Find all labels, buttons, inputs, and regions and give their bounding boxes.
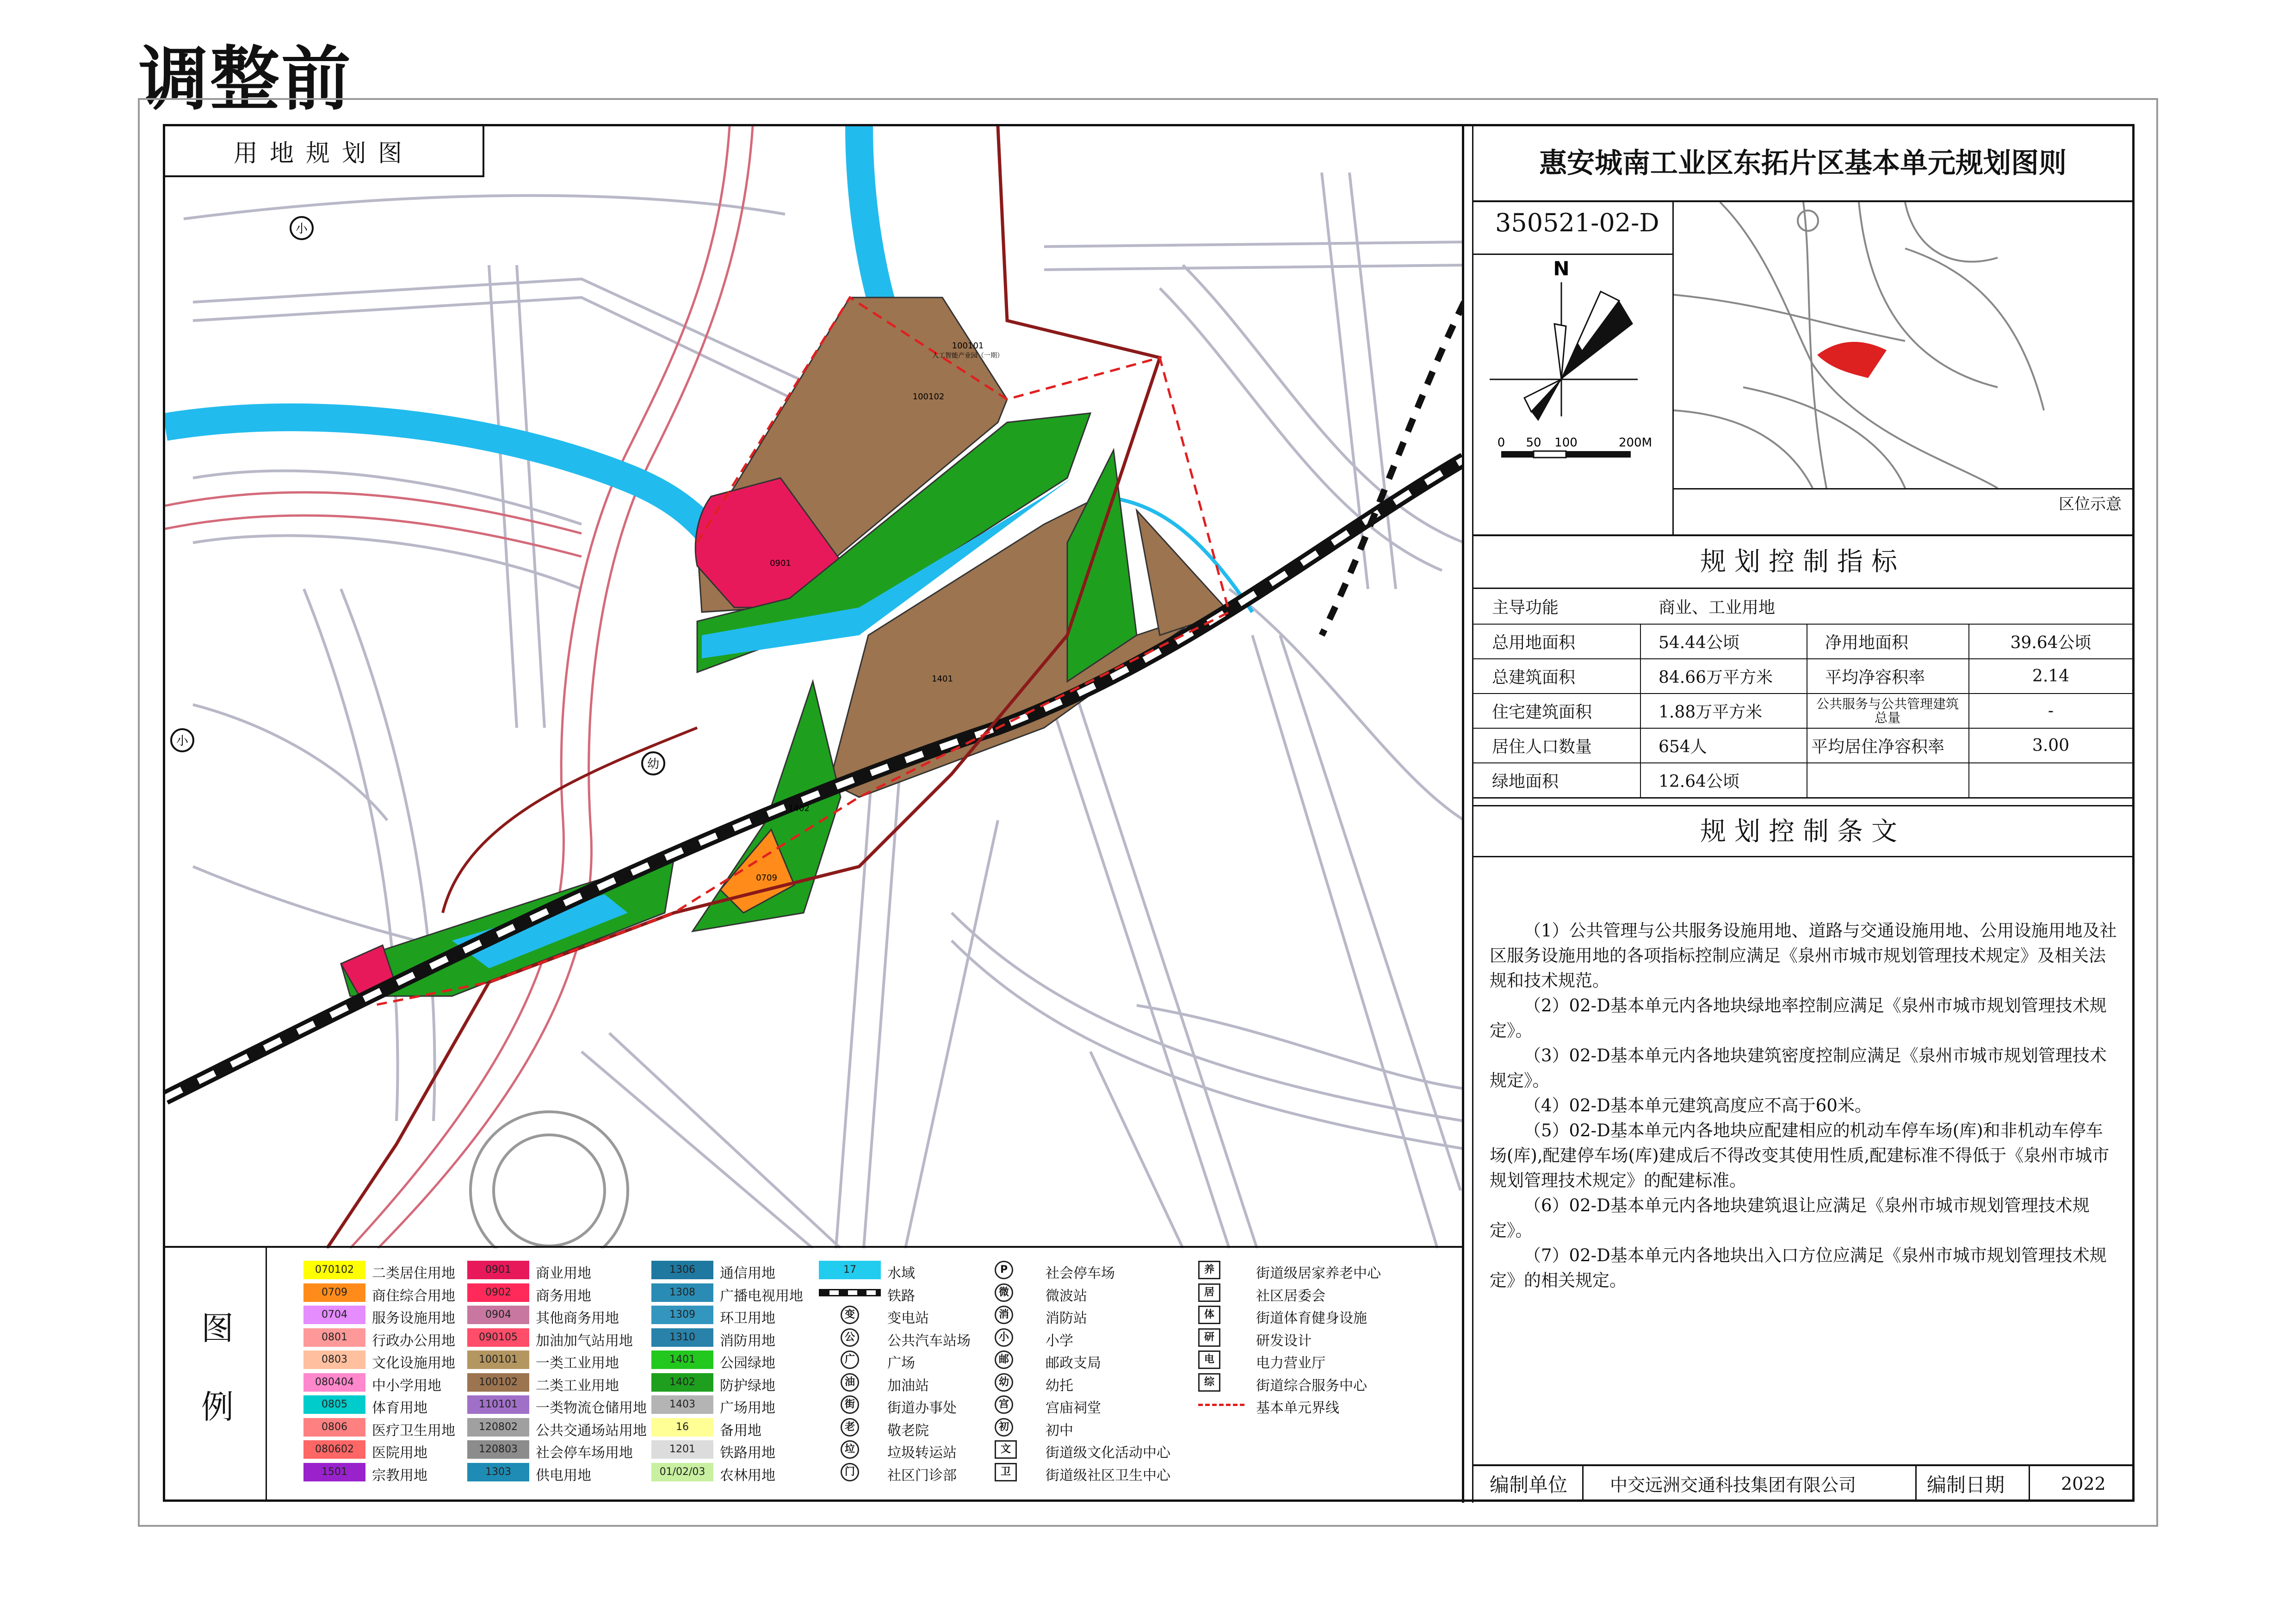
parcel-label: 1401 <box>932 674 953 684</box>
legend-label: 行政办公用地 <box>372 1332 455 1349</box>
clauses-title: 规划控制条文 <box>1700 817 1906 847</box>
facility-icon: 养 <box>1198 1261 1220 1279</box>
unit-boundary-icon <box>1198 1404 1244 1406</box>
legend-swatch: 16 <box>651 1418 713 1437</box>
school-b-label: 小 <box>176 734 189 748</box>
legend-label: 小学 <box>1046 1332 1073 1349</box>
facility-icon: 老 <box>841 1418 859 1437</box>
total-floor-label: 总建筑面积 <box>1492 668 1576 687</box>
clause-item: （1）公共管理与公共服务设施用地、道路与交通设施用地、公用设施用地及社区服务设施用地的各项指标控制应满足《泉州市城市规划管理技术规定》及相关法规和技术规范。 <box>1490 921 2117 991</box>
parcel-label: 1402 <box>788 804 810 813</box>
facility-icon: 文 <box>995 1440 1017 1459</box>
legend-label: 敬老院 <box>887 1422 929 1439</box>
clause-item: （4）02-D基本单元建筑高度应不高于60米。 <box>1524 1096 1872 1115</box>
svg-text:100: 100 <box>1554 436 1578 450</box>
legend-swatch: 0805 <box>303 1395 365 1414</box>
facility-icon: 街 <box>841 1395 859 1414</box>
legend-swatch: 01/02/03 <box>651 1463 713 1481</box>
legend-label: 二类工业用地 <box>536 1377 619 1394</box>
facility-icon: 体 <box>1198 1306 1220 1324</box>
legend-swatch: 1303 <box>467 1463 529 1481</box>
clause-item: （7）02-D基本单元内各地块出入口方位应满足《泉州市城市规划管理技术规定》的相关规定。 <box>1490 1245 2107 1290</box>
legend-label: 电力营业厅 <box>1256 1355 1325 1371</box>
facility-icon: 宫 <box>995 1395 1013 1414</box>
parcel-label: 0901 <box>770 558 791 568</box>
legend-divider <box>165 1246 1464 1248</box>
main-function-label: 主导功能 <box>1492 598 1559 617</box>
legend-label: 变电站 <box>887 1310 929 1326</box>
facility-icon: 电 <box>1198 1350 1220 1369</box>
indicators-title: 规划控制指标 <box>1700 547 1906 577</box>
clauses-head-divider <box>1473 856 2132 857</box>
land-use-map[interactable] <box>165 126 1464 1248</box>
clauses-top-divider <box>1473 805 2132 806</box>
legend-label: 街道综合服务中心 <box>1256 1377 1367 1394</box>
legend-label: 二类居住用地 <box>372 1265 455 1282</box>
legend-label: 医院用地 <box>372 1445 427 1461</box>
net-land-label: 净用地面积 <box>1825 633 1909 652</box>
legend-label: 加油加气站用地 <box>536 1332 633 1349</box>
page-heading: 调整前 <box>139 39 353 120</box>
legend-swatch: 1308 <box>651 1283 713 1302</box>
facility-icon: 研 <box>1198 1328 1220 1347</box>
legend-swatch: 0709 <box>303 1283 365 1302</box>
legend-swatch: 0902 <box>467 1283 529 1302</box>
inset-caption-divider <box>1674 488 2132 489</box>
facility-icon: 邮 <box>995 1350 1013 1369</box>
facility-icon: 公 <box>841 1328 859 1347</box>
legend-swatch: 0806 <box>303 1418 365 1437</box>
public-floor-label: 公共服务与公共管理建筑总量 <box>1816 696 1959 725</box>
legend-label: 微波站 <box>1046 1288 1087 1304</box>
res-floor-value: 1.88万平方米 <box>1659 703 1763 722</box>
legend-label: 商住综合用地 <box>372 1288 455 1304</box>
legend-swatch: 090105 <box>467 1328 529 1347</box>
legend-swatch: 1401 <box>651 1350 713 1369</box>
legend-swatch: 1310 <box>651 1328 713 1347</box>
legend-label: 垃圾转运站 <box>887 1445 957 1461</box>
code-divider <box>1473 254 1672 255</box>
res-far-label: 平均居住净容积率 <box>1811 737 1945 756</box>
location-inset-map[interactable] <box>1674 202 2132 488</box>
legend-label: 加油站 <box>887 1377 929 1394</box>
clause-item: （5）02-D基本单元内各地块应配建相应的机动车停车场(库)和非机动车停车场(库),配建停车场(库)建成后不得改变其使用性质,配建标准不得低于《泉州市城市规划管理技术规定》的配建标准。 <box>1490 1121 2110 1190</box>
legend-swatch: 120802 <box>467 1418 529 1437</box>
date-value: 2022 <box>2061 1473 2106 1494</box>
legend-label: 街道级文化活动中心 <box>1046 1445 1170 1461</box>
legend-swatch: 1501 <box>303 1463 365 1481</box>
facility-icon: 消 <box>995 1306 1013 1324</box>
date-label: 编制日期 <box>1927 1473 2005 1496</box>
unit-value: 中交远洲交通科技集团有限公司 <box>1610 1475 1857 1495</box>
railway-icon <box>819 1289 881 1296</box>
parcel-label: 100101 <box>952 341 984 351</box>
legend-swatch: 1201 <box>651 1440 713 1459</box>
facility-icon: 综 <box>1198 1373 1220 1392</box>
clauses-list <box>1490 918 2119 1293</box>
legend-swatch: 1306 <box>651 1261 713 1279</box>
legend-label: 中小学用地 <box>372 1377 441 1394</box>
clause-item: （2）02-D基本单元内各地块绿地率控制应满足《泉州市城市规划管理技术规定》。 <box>1490 996 2107 1041</box>
map-title: 用地规划图 <box>165 126 484 177</box>
legend-caption-divider <box>266 1248 267 1499</box>
legend-swatch: 120803 <box>467 1440 529 1459</box>
avg-far-label: 平均净容积率 <box>1825 668 1925 687</box>
legend-swatch: 0704 <box>303 1306 365 1324</box>
legend-label: 街道办事处 <box>887 1400 957 1416</box>
legend-label: 研发设计 <box>1256 1332 1312 1349</box>
legend-label: 广场用地 <box>720 1400 775 1416</box>
indicators-table <box>1473 589 2132 797</box>
total-land-value: 54.44公顷 <box>1659 633 1740 652</box>
facility-icon: 油 <box>841 1373 859 1392</box>
legend-label: 环卫用地 <box>720 1310 775 1326</box>
indicators-top-divider <box>1473 534 2132 536</box>
legend-label: 供电用地 <box>536 1467 591 1484</box>
total-land-label: 总用地面积 <box>1492 633 1576 652</box>
facility-icon: 初 <box>995 1418 1013 1437</box>
legend-label: 医疗卫生用地 <box>372 1422 455 1439</box>
legend-label: 通信用地 <box>720 1265 775 1282</box>
legend-label: 宗教用地 <box>372 1467 427 1484</box>
legend-swatch: 0901 <box>467 1261 529 1279</box>
legend-label: 商务用地 <box>536 1288 591 1304</box>
legend-swatch: 070102 <box>303 1261 365 1279</box>
legend-swatch: 17 <box>819 1261 881 1279</box>
legend-label: 公共交通场站用地 <box>536 1422 647 1439</box>
school-a-label: 小 <box>295 222 308 236</box>
clause-item: （3）02-D基本单元内各地块建筑密度控制应满足《泉州市城市规划管理技术规定》。 <box>1490 1046 2107 1090</box>
panel-divider <box>1462 124 1464 1503</box>
panel-title: 惠安城南工业区东拓片区基本单元规划图则 <box>1539 147 2067 180</box>
parcel-note: 人工智能产业园（一期） <box>932 352 1003 359</box>
facility-icon: 门 <box>841 1463 859 1481</box>
legend-label: 宫庙祠堂 <box>1046 1400 1101 1416</box>
facility-icon: P <box>995 1261 1013 1279</box>
public-floor-value: - <box>2048 701 2054 720</box>
kindergarten-label: 幼 <box>647 757 660 771</box>
legend-label: 社区居委会 <box>1256 1288 1325 1304</box>
res-floor-label: 住宅建筑面积 <box>1492 703 1592 722</box>
legend-swatch: 1309 <box>651 1306 713 1324</box>
legend-swatch: 110101 <box>467 1395 529 1414</box>
legend-label: 邮政支局 <box>1046 1355 1101 1371</box>
facility-icon: 卫 <box>995 1463 1017 1481</box>
unit-label: 编制单位 <box>1490 1473 1568 1496</box>
legend-label: 公园绿地 <box>720 1355 775 1371</box>
footer-col-2 <box>1915 1466 1917 1501</box>
legend-label: 广场 <box>887 1355 915 1371</box>
legend-label: 消防站 <box>1046 1310 1087 1326</box>
legend-label: 幼托 <box>1046 1377 1073 1394</box>
legend-label: 防护绿地 <box>720 1377 775 1394</box>
legend-swatch: 0803 <box>303 1350 365 1369</box>
legend-label: 备用地 <box>720 1422 761 1439</box>
legend-label: 基本单元界线 <box>1256 1400 1339 1416</box>
svg-text:50: 50 <box>1526 436 1541 450</box>
facility-icon: 垃 <box>841 1440 859 1459</box>
legend-label: 街道体育健身设施 <box>1256 1310 1367 1326</box>
footer-col-3 <box>2029 1466 2030 1501</box>
legend-label: 体育用地 <box>372 1400 427 1416</box>
location-caption: 区位示意 <box>2059 495 2122 514</box>
clause-item: （6）02-D基本单元内各地块建筑退让应满足《泉州市城市规划管理技术规定》。 <box>1490 1196 2090 1240</box>
legend-label: 文化设施用地 <box>372 1355 455 1371</box>
facility-icon: 小 <box>995 1328 1013 1347</box>
north-label: N <box>1553 259 1570 280</box>
facility-icon: 微 <box>995 1283 1013 1302</box>
legend-label: 其他商务用地 <box>536 1310 619 1326</box>
legend-caption-2: 例 <box>201 1388 234 1426</box>
legend-swatch: 100102 <box>467 1373 529 1392</box>
svg-text:0: 0 <box>1497 436 1505 450</box>
legend-label: 一类工业用地 <box>536 1355 619 1371</box>
legend-label: 商业用地 <box>536 1265 591 1282</box>
avg-far-value: 2.14 <box>2032 667 2070 686</box>
legend-swatch: 0801 <box>303 1328 365 1347</box>
legend-swatch: 100101 <box>467 1350 529 1369</box>
green-value: 12.64公顷 <box>1659 772 1740 791</box>
facility-icon: 广 <box>841 1350 859 1369</box>
north-arrow-icon <box>1485 259 1665 477</box>
parcel-label: 0709 <box>756 873 777 883</box>
legend-label: 街道级社区卫生中心 <box>1046 1467 1170 1484</box>
legend-label: 水域 <box>887 1265 915 1282</box>
facility-icon: 变 <box>841 1306 859 1324</box>
pop-value: 654人 <box>1659 737 1707 756</box>
legend-label: 服务设施用地 <box>372 1310 455 1326</box>
total-floor-value: 84.66万平方米 <box>1659 668 1773 687</box>
legend-label: 消防用地 <box>720 1332 775 1349</box>
unit-code: 350521-02-D <box>1495 208 1659 237</box>
legend-label: 一类物流仓储用地 <box>536 1400 647 1416</box>
legend-label: 广播电视用地 <box>720 1288 803 1304</box>
net-land-value: 39.64公顷 <box>2010 633 2092 652</box>
legend-swatch: 080602 <box>303 1440 365 1459</box>
svg-text:200M: 200M <box>1618 436 1652 450</box>
legend-label: 社会停车场 <box>1046 1265 1115 1282</box>
legend-label: 街道级居家养老中心 <box>1256 1265 1381 1282</box>
res-far-value: 3.00 <box>2032 736 2070 755</box>
main-function-value: 商业、工业用地 <box>1659 598 1776 617</box>
parcel-label: 100102 <box>912 392 945 402</box>
pop-label: 居住人口数量 <box>1492 737 1592 756</box>
green-label: 绿地面积 <box>1492 772 1559 791</box>
legend-swatch: 080404 <box>303 1373 365 1392</box>
legend-label: 公共汽车站场 <box>887 1332 971 1349</box>
legend-swatch: 1403 <box>651 1395 713 1414</box>
legend-swatch: 1402 <box>651 1373 713 1392</box>
facility-icon: 居 <box>1198 1283 1220 1302</box>
legend-label: 农林用地 <box>720 1467 775 1484</box>
legend-caption-1: 图 <box>201 1309 234 1347</box>
legend-label: 铁路 <box>887 1288 915 1304</box>
legend-label: 社区门诊部 <box>887 1467 957 1484</box>
legend-swatch: 0904 <box>467 1306 529 1324</box>
legend-label: 铁路用地 <box>720 1445 775 1461</box>
facility-icon: 幼 <box>995 1373 1013 1392</box>
legend-label: 初中 <box>1046 1422 1073 1439</box>
legend-label: 社会停车场用地 <box>536 1445 633 1461</box>
footer-col-1 <box>1582 1466 1584 1501</box>
